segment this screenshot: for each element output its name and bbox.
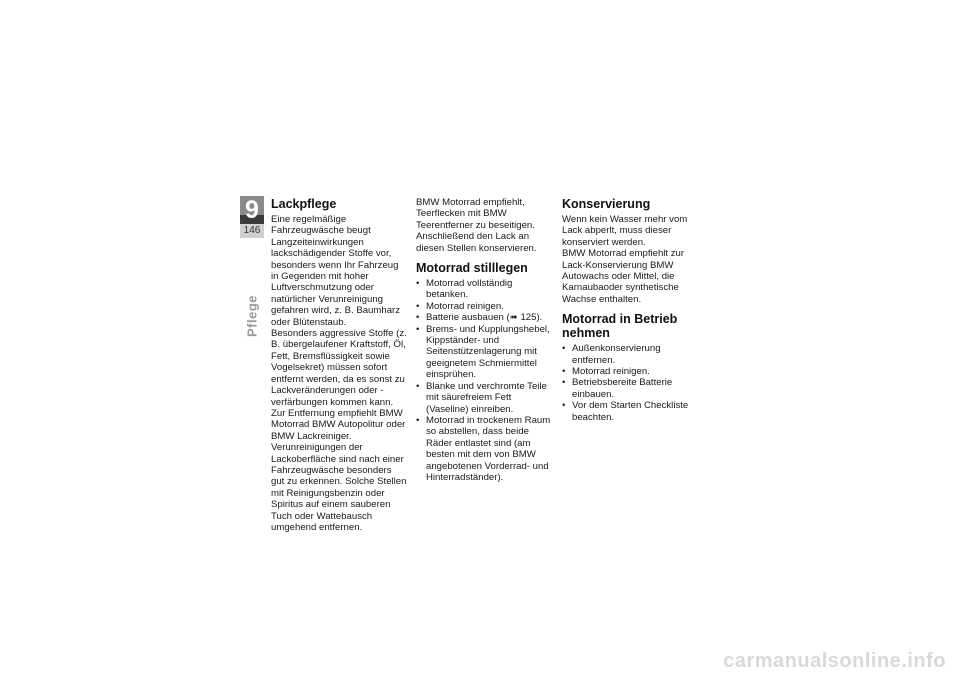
list-item: • Motorrad reinigen. bbox=[562, 366, 698, 377]
list-item: • Batterie ausbauen (➠ 125). bbox=[416, 312, 552, 323]
in-betrieb-list bbox=[562, 343, 698, 423]
lackpflege-paragraph-2: Besonders aggressive Stoffe (z. B. übergelaufener Kraftstoff, Öl, Fett, Bremsflüssigkeit sowie Vogelsekret) müssen sofort entfernt werden, da es sonst zu Lackveränderungen oder -verfärbungen kommen kann. Zur Entfernung empfiehlt BMW Motorrad BMW Autopolitur oder BMW Lackreiniger. bbox=[271, 328, 407, 442]
heading-in-betrieb: Motorrad in Betrieb nehmen bbox=[562, 312, 678, 341]
heading-konservierung: Konservierung bbox=[562, 197, 651, 211]
list-item: • Motorrad in trockenem Raum so abstellen, dass beide Räder entlastet sind (am besten mit dem von BMW angebotenen Vorderrad- und Hinterradständer). bbox=[416, 415, 552, 483]
list-item: • Vor dem Starten Checkliste beachten. bbox=[562, 400, 698, 423]
column-2 bbox=[416, 197, 552, 483]
list-item: • Motorrad vollständig betanken. bbox=[416, 278, 552, 301]
stilllegen-list bbox=[416, 278, 552, 483]
list-item: • Brems- und Kupplungshebel, Kippständer- und Seitenstützenlagerung mit geeignetem Schmiermittel einsprühen. bbox=[416, 324, 552, 381]
chapter-number bbox=[240, 196, 264, 224]
konservierung-paragraph-1: Wenn kein Wasser mehr vom Lack abperlt, muss dieser konserviert werden. bbox=[562, 214, 688, 248]
chapter-marker bbox=[240, 196, 264, 240]
lackpflege-paragraph-4: BMW Motorrad empfiehlt, Teerflecken mit BMW Teerentferner zu beseitigen. Anschließend den Lack an diesen Stellen konservieren. bbox=[416, 197, 537, 254]
konservierung-paragraph-2: BMW Motorrad empfiehlt zur Lack-Konservierung BMW Autowachs oder Mittel, die Karnaubaoder synthetische Wachse enthalten. bbox=[562, 248, 685, 305]
heading-lackpflege: Lackpflege bbox=[271, 197, 337, 211]
list-item: • Außenkonservierung entfernen. bbox=[562, 343, 698, 366]
list-item: • Betriebsbereite Batterie einbauen. bbox=[562, 377, 698, 400]
lackpflege-paragraph-1: Eine regelmäßige Fahrzeugwäsche beugt Langzeiteinwirkungen lackschädigender Stoffe vor, besonders wenn Ihr Fahrzeug in Gegenden mit hoher Luftverschmutzung oder natürlicher Verunreinigung gefahren wird, z. B. Baumharz oder Blütenstaub. bbox=[271, 214, 401, 328]
lackpflege-paragraph-3: Verunreinigungen der Lackoberfläche sind nach einer Fahrzeugwäsche besonders gut zu erkennen. Solche Stellen mit Reinigungsbenzin oder Spiritus auf einem sauberen Tuch oder Wattebausch umgehend entfernen. bbox=[271, 442, 407, 533]
heading-stilllegen: Motorrad stilllegen bbox=[416, 261, 528, 276]
list-item: • Blanke und verchromte Teile mit säurefreiem Fett (Vaseline) einreiben. bbox=[416, 381, 552, 415]
column-1 bbox=[271, 197, 407, 533]
chapter-number-text: 9 bbox=[245, 196, 259, 224]
watermark: carmanualsonline.info bbox=[723, 650, 946, 672]
page-number: 146 bbox=[240, 224, 264, 238]
list-item: • Motorrad reinigen. bbox=[416, 301, 552, 312]
column-3 bbox=[562, 197, 698, 423]
chapter-side-label: Pflege bbox=[244, 294, 260, 338]
